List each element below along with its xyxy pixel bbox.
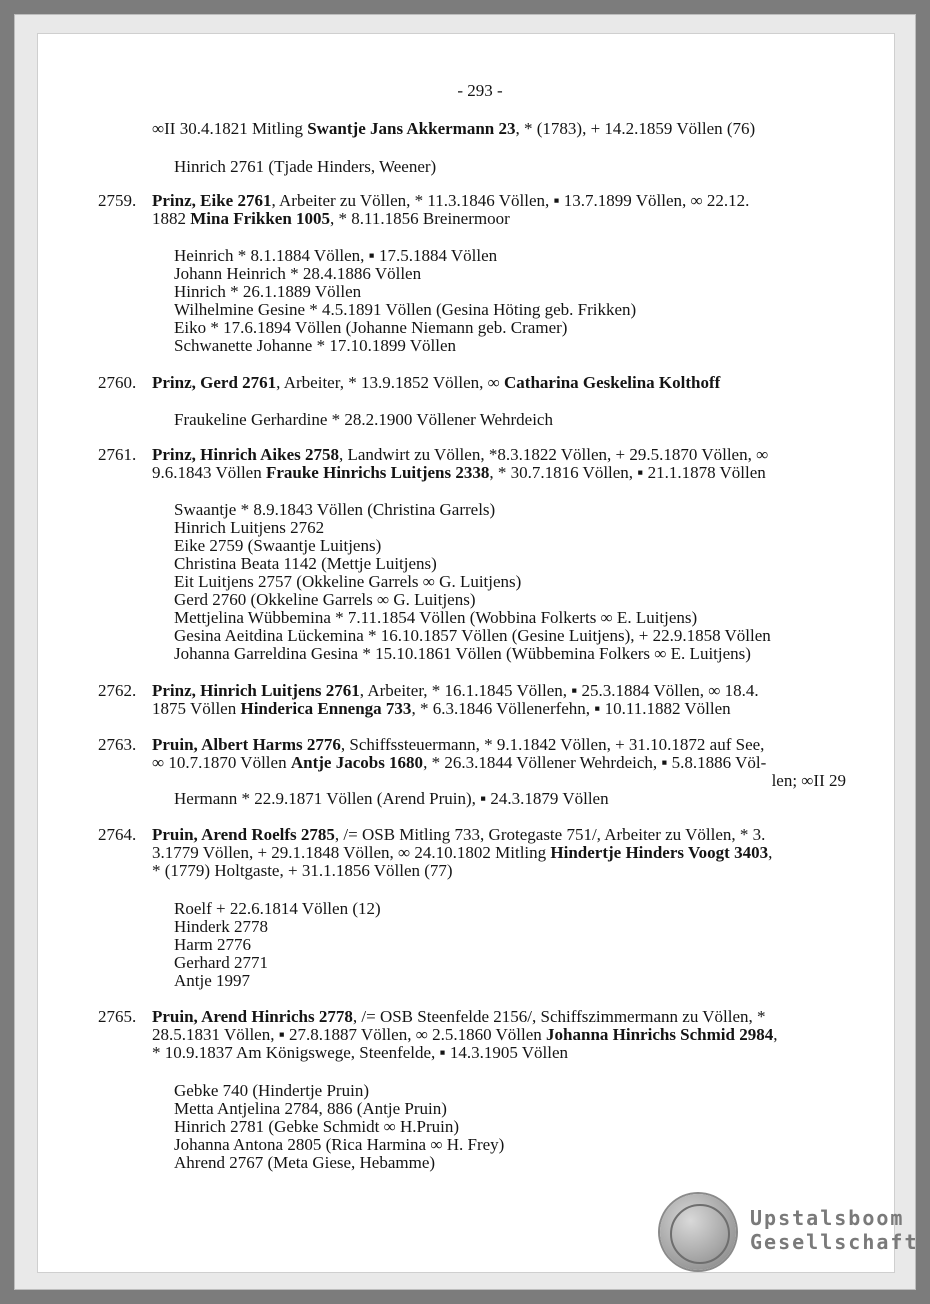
child-entry: Hinderk 2778 [174, 917, 268, 936]
child-entry: Gebke 740 (Hindertje Pruin) [174, 1081, 369, 1100]
entry-name-bold: Frauke Hinrichs Luitjens 2338 [265, 463, 490, 482]
entry-name-bold: Hindertje Hinders Voogt 3403 [550, 843, 769, 862]
entry-number: 2761. [98, 445, 137, 464]
entry-text: , /= OSB Mitling 733, Grotegaste 751/, Arbeiter zu Völlen, * 3. [334, 825, 766, 844]
entry-line [152, 1008, 766, 1026]
entry-name-bold: Hinderica Ennenga 733 [240, 699, 412, 718]
brand-wordmark [750, 1206, 919, 1254]
child-entry: Hermann * 22.9.1871 Völlen (Arend Pruin), ▪ 24.3.1879 Völlen [174, 789, 609, 808]
child-entry: Eit Luitjens 2757 (Okkeline Garrels ∞ G. Luitjens) [174, 572, 522, 591]
entry-line-continued: len; ∞II 29 [771, 771, 846, 790]
entry-text: 28.5.1831 Völlen, ▪ 27.8.1887 Völlen, ∞ 2.5.1860 Völlen [152, 1025, 547, 1044]
entry-number: 2762. [98, 681, 137, 700]
entry-text: ∞ 10.7.1870 Völlen [152, 753, 291, 772]
entry-text: 9.6.1843 Völlen [152, 463, 266, 482]
entry-text: , Schiffssteuermann, * 9.1.1842 Völlen, + 31.10.1872 auf See, [340, 735, 765, 754]
entry-text: , /= OSB Steenfelde 2156/, Schiffszimmermann zu Völlen, * [352, 1007, 766, 1026]
child-entry: Wilhelmine Gesine * 4.5.1891 Völlen (Gesina Höting geb. Frikken) [174, 300, 637, 319]
entry-name-bold: Catharina Geskelina Kolthoff [504, 373, 721, 392]
entry-number: 2759. [98, 191, 137, 210]
entry-text: 1875 Völlen [152, 699, 241, 718]
entry-name-bold: Johanna Hinrichs Schmid 2984 [546, 1025, 774, 1044]
entry-line [152, 844, 772, 862]
header-marriage-pre: ∞II 30.4.1821 Mitling [152, 119, 308, 138]
child-entry: Swaantje * 8.9.1843 Völlen (Christina Garrels) [174, 500, 496, 519]
brand-line-2: Gesellschaft [750, 1230, 919, 1254]
entry-text: , Arbeiter, * 16.1.1845 Völlen, ▪ 25.3.1884 Völlen, ∞ 18.4. [359, 681, 759, 700]
entry-line [152, 374, 720, 392]
entry-text: , [773, 1025, 778, 1044]
header-child: Hinrich 2761 (Tjade Hinders, Weener) [174, 157, 437, 176]
header-marriage-line [152, 120, 755, 138]
child-entry: Roelf + 22.6.1814 Völlen (12) [174, 899, 381, 918]
children-list [174, 247, 636, 355]
child-entry: Christina Beata 1142 (Mettje Luitjens) [174, 554, 437, 573]
entry-line [152, 1026, 777, 1044]
entry-line [152, 736, 764, 754]
entry-text: , [768, 843, 773, 862]
entry-text: 3.1779 Völlen, + 29.1.1848 Völlen, ∞ 24.10.1802 Mitling [152, 843, 551, 862]
entry-name-bold: Prinz, Eike 2761 [152, 191, 272, 210]
entry-number: 2765. [98, 1007, 137, 1026]
entry-line [152, 464, 766, 482]
entry-text: , * 8.11.1856 Breinermoor [330, 209, 510, 228]
entry-name-bold: Pruin, Arend Hinrichs 2778 [152, 1007, 353, 1026]
child-entry: Johanna Antona 2805 (Rica Harmina ∞ H. Frey) [174, 1135, 505, 1154]
child-entry: Harm 2776 [174, 935, 251, 954]
child-entry: Metta Antjelina 2784, 886 (Antje Pruin) [174, 1099, 447, 1118]
child-entry: Gesina Aeitdina Lückemina * 16.10.1857 Völlen (Gesine Luitjens), + 22.9.1858 Völlen [174, 626, 771, 645]
entry-line [152, 754, 766, 772]
entry-name-bold: Prinz, Hinrich Luitjens 2761 [152, 681, 360, 700]
children-list [174, 1082, 504, 1172]
entry-line [152, 192, 749, 210]
child-entry: Ahrend 2767 (Meta Giese, Hebamme) [174, 1153, 436, 1172]
entry-line [152, 700, 731, 718]
header-marriage-name: Swantje Jans Akkermann 23 [307, 119, 516, 138]
child-entry: Johann Heinrich * 28.4.1886 Völlen [174, 264, 422, 283]
entry-number: 2760. [98, 373, 137, 392]
children-list [174, 501, 771, 663]
seal-logo-icon [660, 1194, 736, 1270]
child-entry: Antje 1997 [174, 971, 251, 990]
entry-name-bold: Prinz, Gerd 2761 [152, 373, 277, 392]
entry-name-bold: Pruin, Arend Roelfs 2785 [152, 825, 335, 844]
entry-line [152, 826, 765, 844]
entry-name-bold: Antje Jacobs 1680 [290, 753, 424, 772]
entry-line-continued: * 10.9.1837 Am Königswege, Steenfelde, ▪ 14.3.1905 Völlen [152, 1043, 569, 1062]
entry-line [152, 682, 759, 700]
child-entry: Schwanette Johanne * 17.10.1899 Völlen [174, 336, 457, 355]
child-entry: Fraukeline Gerhardine * 28.2.1900 Völlener Wehrdeich [174, 410, 553, 429]
child-entry: Heinrich * 8.1.1884 Völlen, ▪ 17.5.1884 Völlen [174, 246, 498, 265]
entry-name-bold: Pruin, Albert Harms 2776 [152, 735, 341, 754]
child-entry: Hinrich 2781 (Gebke Schmidt ∞ H.Pruin) [174, 1117, 460, 1136]
child-entry: Hinrich * 26.1.1889 Völlen [174, 282, 362, 301]
scan-frame [14, 14, 919, 1290]
child-entry: Johanna Garreldina Gesina * 15.10.1861 Völlen (Wübbemina Folkers ∞ E. Luitjens) [174, 644, 751, 663]
entry-text: , Arbeiter, * 13.9.1852 Völlen, ∞ [276, 373, 505, 392]
header-marriage-post: , * (1783), + 14.2.1859 Völlen (76) [515, 119, 756, 138]
entry-line [152, 210, 510, 228]
children-list [174, 790, 609, 808]
page-number: - 293 - [457, 81, 503, 100]
entry-name-bold: Mina Frikken 1005 [190, 209, 331, 228]
document-page [38, 34, 919, 1272]
entry-line [152, 446, 768, 464]
child-entry: Hinrich Luitjens 2762 [174, 518, 325, 537]
entry-text: 1882 [152, 209, 191, 228]
entry-text: , Arbeiter zu Völlen, * 11.3.1846 Völlen, ▪ 13.7.1899 Völlen, ∞ 22.12. [271, 191, 750, 210]
brand-line-1: Upstalsboom [750, 1206, 905, 1230]
children-list [174, 900, 381, 990]
child-entry: Eiko * 17.6.1894 Völlen (Johanne Niemann geb. Cramer) [174, 318, 568, 337]
entry-text: , Landwirt zu Völlen, *8.3.1822 Völlen, + 29.5.1870 Völlen, ∞ [339, 445, 769, 464]
entry-number: 2763. [98, 735, 137, 754]
children-list [174, 411, 553, 429]
entry-text: , * 30.7.1816 Völlen, ▪ 21.1.1878 Völlen [489, 463, 766, 482]
child-entry: Mettjelina Wübbemina * 7.11.1854 Völlen (Wobbina Folkerts ∞ E. Luitjens) [174, 608, 698, 627]
entry-number: 2764. [98, 825, 137, 844]
entry-name-bold: Prinz, Hinrich Aikes 2758 [152, 445, 339, 464]
entry-line-continued: * (1779) Holtgaste, + 31.1.1856 Völlen (77) [152, 861, 453, 880]
entry-text: , * 6.3.1846 Völlenerfehn, ▪ 10.11.1882 Völlen [411, 699, 731, 718]
child-entry: Eike 2759 (Swaantje Luitjens) [174, 536, 382, 555]
child-entry: Gerhard 2771 [174, 953, 268, 972]
child-entry: Gerd 2760 (Okkeline Garrels ∞ G. Luitjens) [174, 590, 476, 609]
entry-text: , * 26.3.1844 Völlener Wehrdeich, ▪ 5.8.1886 Völ- [423, 753, 767, 772]
